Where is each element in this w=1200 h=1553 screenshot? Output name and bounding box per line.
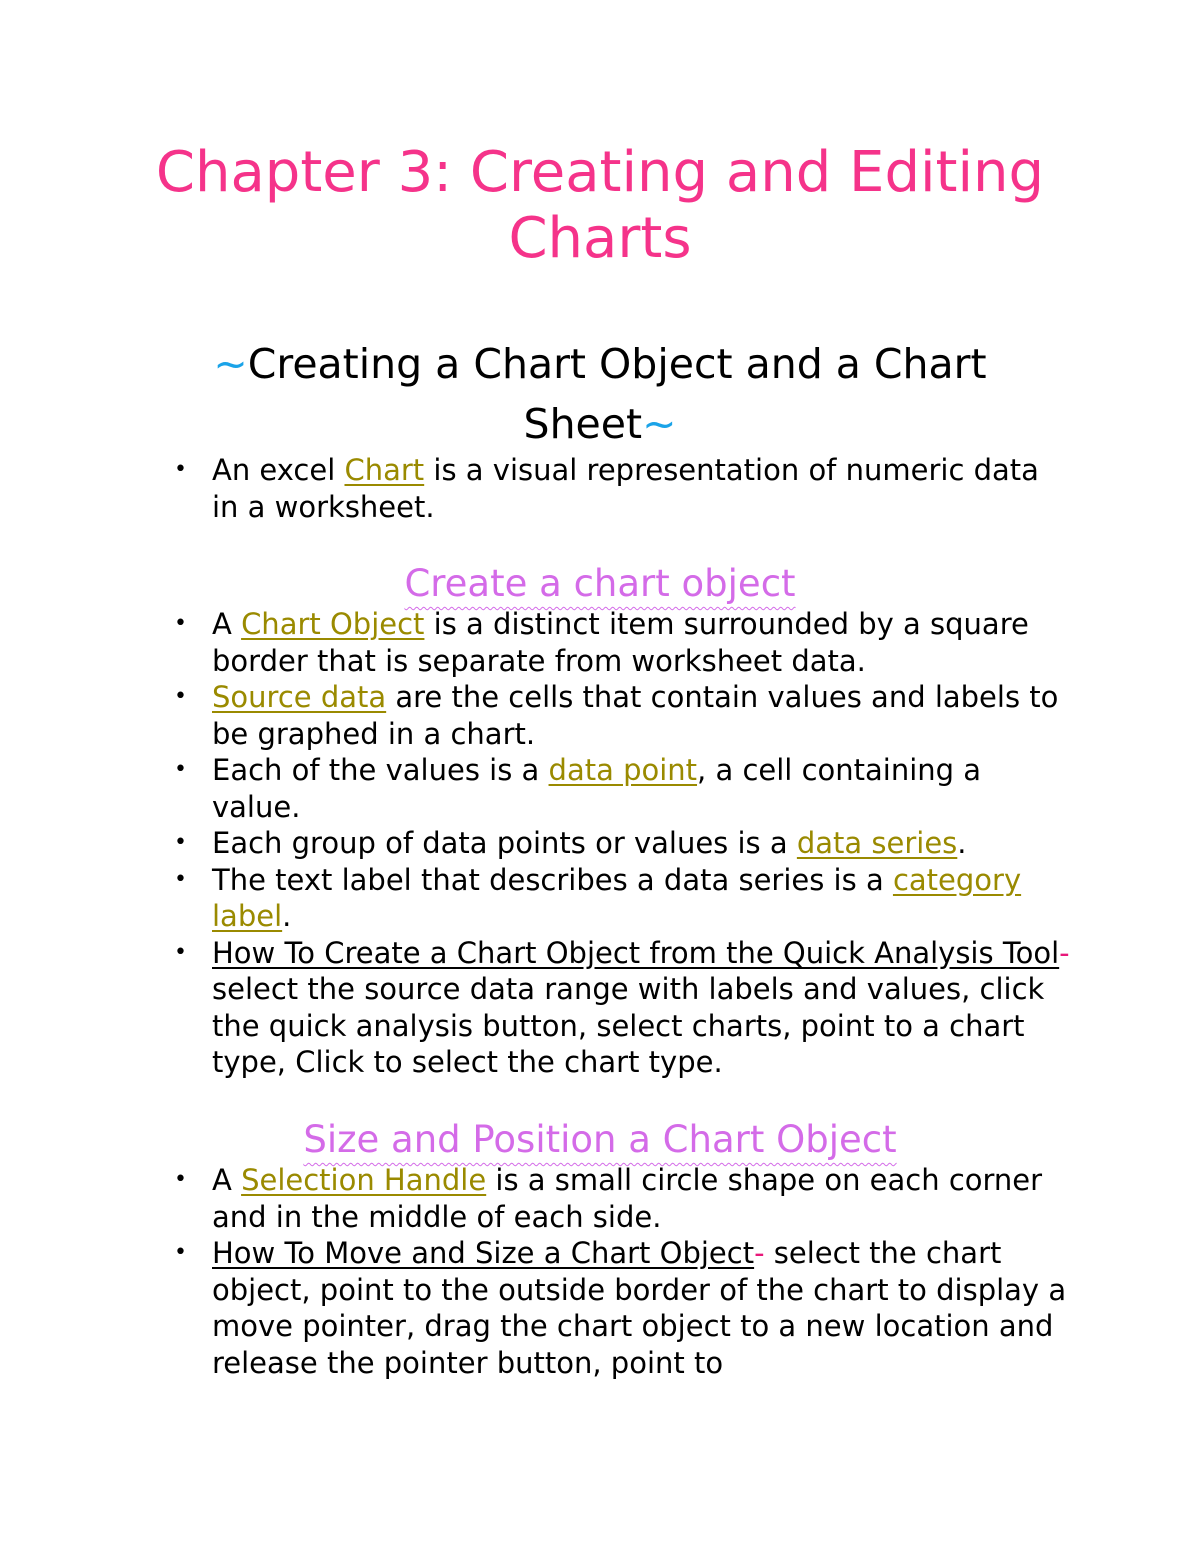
- create-chart-object-heading: [150, 562, 1050, 606]
- list-item: [170, 862, 1070, 935]
- bullet-text: is a distinct item surrounded by a square border that is separate from worksheet data.: [212, 607, 1029, 678]
- bullet-text: An excel: [212, 453, 345, 487]
- list-item: [170, 935, 1070, 1081]
- bullet-icon: •: [174, 684, 187, 709]
- bullet-text: A: [212, 607, 242, 641]
- intro-bullet-list: [170, 452, 1070, 525]
- dash: -: [754, 1236, 765, 1270]
- bullet-icon: •: [174, 457, 187, 482]
- bullet-icon: •: [174, 939, 187, 965]
- bullet-text: select the chart object, point to the outside border of the chart to display a move pointer, drag the chart object to a new location and release the pointer button, point to: [212, 1236, 1067, 1380]
- list-item: [170, 606, 1070, 679]
- bullet-icon: •: [174, 611, 187, 636]
- bullet-text: A: [212, 1163, 242, 1197]
- bullet-text: .: [282, 899, 292, 933]
- list-item: [170, 452, 1070, 525]
- bullet-text: is a visual representation of numeric data in a worksheet.: [212, 453, 1039, 524]
- create-heading-text: Create a chart object: [404, 562, 796, 605]
- howto-label: How To Create a Chart Object from the Quick Analysis Tool: [212, 935, 1060, 970]
- dash: -: [1059, 935, 1070, 970]
- bullet-icon: •: [174, 1167, 187, 1192]
- bullet-text: Each of the values is a: [212, 753, 549, 787]
- term-link: Source data: [212, 680, 387, 714]
- section-heading-line2: Sheet: [523, 400, 643, 448]
- bullet-text: , a cell containing a value.: [212, 753, 982, 824]
- bullet-text: Each group of data points or values is a: [212, 826, 797, 860]
- create-bullet-list: [170, 606, 1070, 1081]
- section-heading-line1: Creating a Chart Object and a Chart: [247, 340, 987, 388]
- term-link: Chart: [344, 453, 425, 487]
- bullet-text: select the source data range with labels and values, click the quick analysis button, select charts, point to a chart type, Click to select the chart type.: [212, 972, 1045, 1079]
- size-heading-text: Size and Position a Chart Object: [303, 1118, 897, 1161]
- term-link: Selection Handle: [241, 1163, 487, 1197]
- term-link: Chart Object: [241, 607, 425, 641]
- bullet-icon: •: [174, 830, 187, 855]
- bullet-text: is a small circle shape on each corner and in the middle of each side.: [212, 1163, 1043, 1234]
- chapter-title: [120, 140, 1080, 272]
- section-heading: [150, 334, 1050, 454]
- size-position-heading: [150, 1118, 1050, 1162]
- list-item: [170, 1162, 1070, 1235]
- list-item: [170, 1235, 1070, 1381]
- chapter-title-line2: Charts: [508, 206, 692, 271]
- list-item: [170, 825, 1070, 862]
- bullet-text: The text label that describes a data series is a: [212, 862, 893, 897]
- bullet-text: .: [957, 826, 967, 860]
- bullet-icon: •: [174, 757, 187, 782]
- term-link: data series: [796, 826, 958, 860]
- term-link: data point: [548, 753, 698, 787]
- tilde-right: ~: [642, 400, 677, 448]
- chapter-title-line1: Chapter 3: Creating and Editing: [155, 140, 1045, 205]
- bullet-text: are the cells that contain values and labels to be graphed in a chart.: [212, 680, 1059, 751]
- tilde-left: ~: [213, 340, 248, 388]
- howto-label: How To Move and Size a Chart Object: [212, 1236, 755, 1270]
- bullet-icon: •: [174, 866, 187, 892]
- term-link: category label: [212, 862, 1022, 933]
- list-item: [170, 752, 1070, 825]
- list-item: [170, 679, 1070, 752]
- size-bullet-list: [170, 1162, 1070, 1381]
- bullet-icon: •: [174, 1240, 187, 1265]
